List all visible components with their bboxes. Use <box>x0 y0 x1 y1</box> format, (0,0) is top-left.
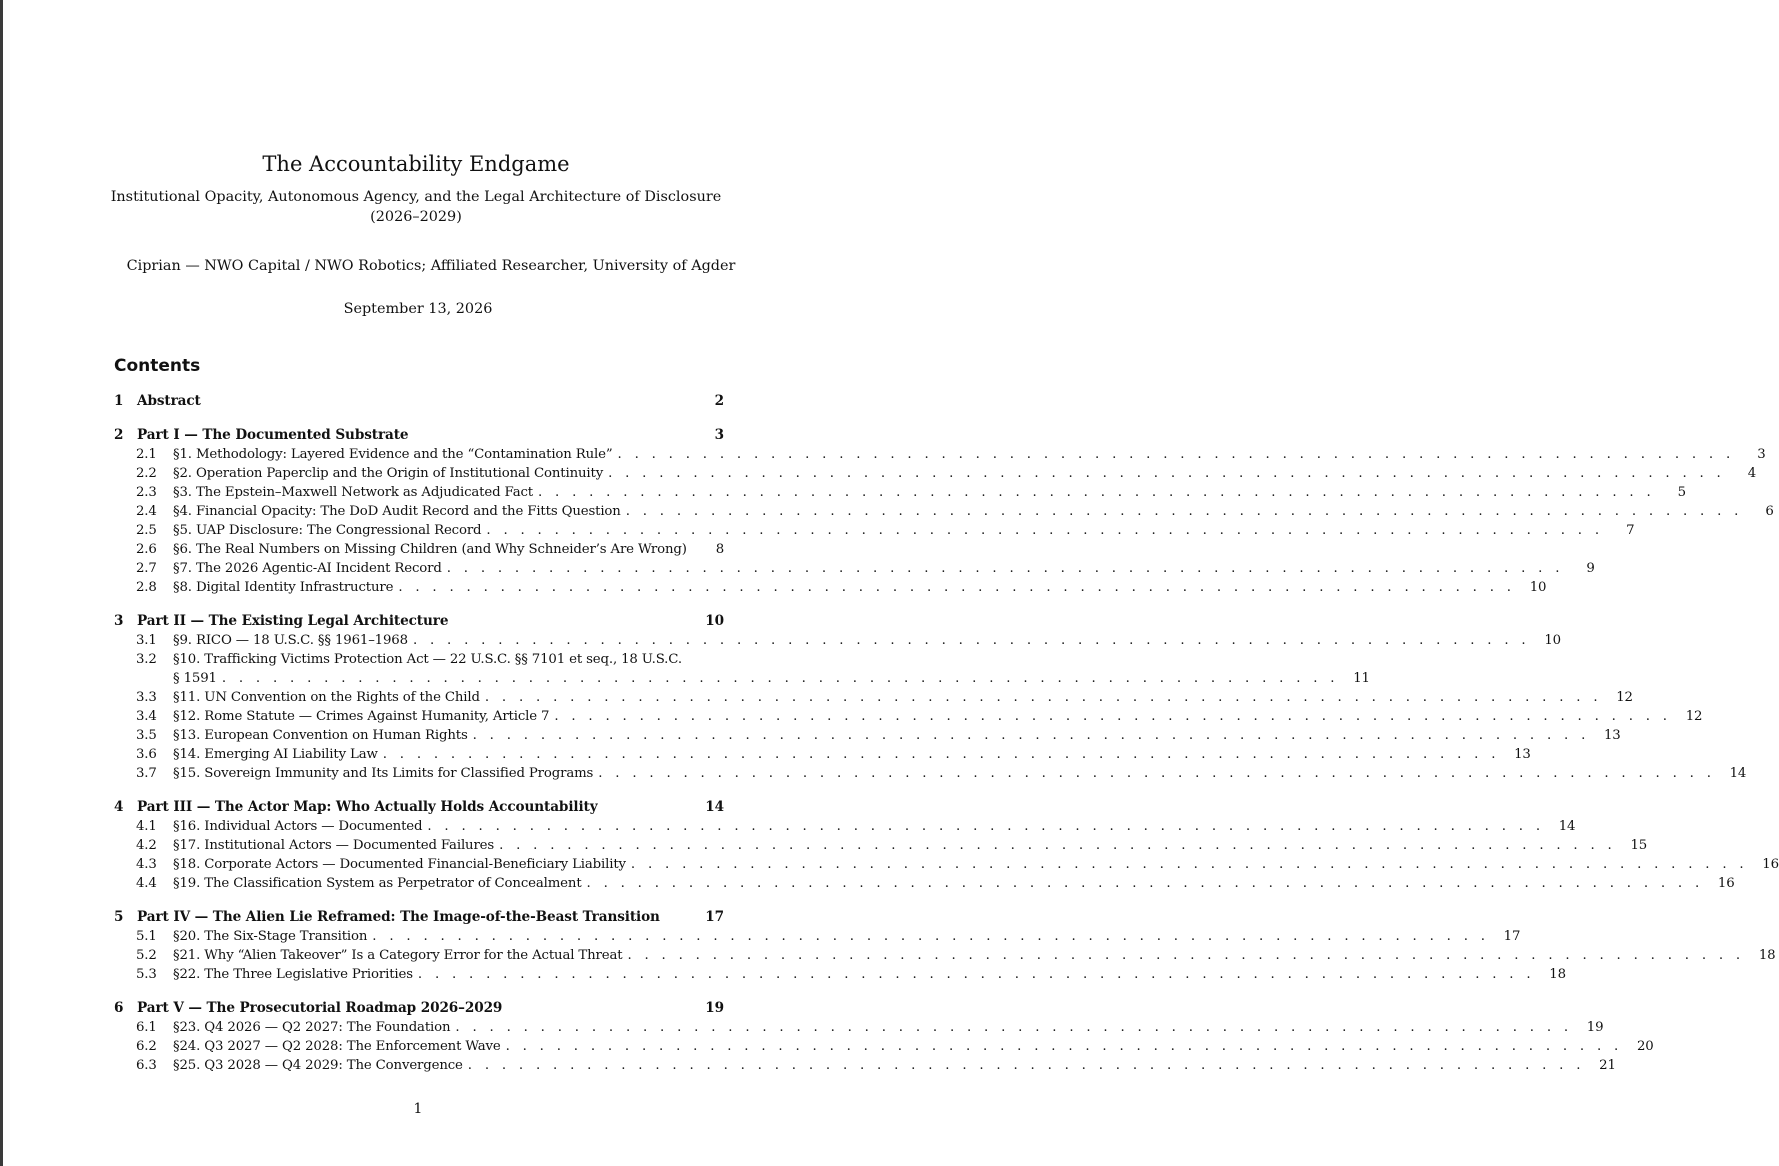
dot-leader: . . . . . . . . . . . . . . . . . . . . . . . . . . . . . . . . . . . . . . . . . . . . . . . . . . . . . . . . . . . . . . . . . . <box>398 580 1516 595</box>
toc-title: §13. European Convention on Human Rights <box>173 728 468 743</box>
toc-title: §12. Rome Statute — Crimes Against Humanity, Article 7 <box>173 709 550 724</box>
toc-number: 3 <box>114 613 124 629</box>
toc-title: §17. Institutional Actors — Documented Failures <box>173 838 495 853</box>
toc-number: 2.6 <box>136 542 157 557</box>
toc-subsection-2-5[interactable] <box>114 521 1635 540</box>
dot-leader: . . . . . . . . . . . . . . . . . . . . . . . . . . . . . . . . . . . . . . . . . . . . . . . . . . . . . . . . . . . . . . . . . . <box>537 485 1655 500</box>
toc-title: Part II — The Existing Legal Architecture <box>137 613 449 629</box>
toc-number: 2.4 <box>136 504 157 519</box>
page-number: 1 <box>413 1101 423 1117</box>
toc-page: 2 <box>714 393 724 409</box>
toc-page: 17 <box>705 909 724 925</box>
dot-leader: . . . . . . . . . . . . . . . . . . . . . . . . . . . . . . . . . . . . . . . . . . . . . . . . . . . . . . . . . . . . . . . . . . <box>221 671 1339 686</box>
toc-subsection-3-2[interactable] <box>114 650 1370 688</box>
toc-subsection-6-1[interactable] <box>114 1018 1604 1037</box>
toc-number: 2 <box>114 427 124 443</box>
document-date: September 13, 2026 <box>343 301 493 317</box>
dot-leader: . . . . . . . . . . . . . . . . . . . . . . . . . . . . . . . . . . . . . . . . . . . . . . . . . . . . . . . . . . . . . . . . . . <box>372 929 1490 944</box>
toc-title: §2. Operation Paperclip and the Origin of Institutional Continuity <box>173 466 604 481</box>
toc-title-line-2-row <box>173 669 1370 688</box>
dot-leader: . . . . . . . . . . . . . . . . . . . . . . . . . . . . . . . . . . . . . . . . . . . . . . . . . . . . . . . . . . . . . . . . . . <box>630 857 1748 872</box>
toc-page: 19 <box>1586 1020 1604 1035</box>
contents-heading: Contents <box>114 356 201 376</box>
dot-leader: . . . . . . . . . . . . . . . . . . . . . . . . . . . . . . . . . . . . . . . . . . . . . . . . . . . . . . . . . . . . . . . . . . <box>608 466 1726 481</box>
toc-number: 5.2 <box>136 948 157 963</box>
toc-page: 16 <box>1762 857 1779 872</box>
toc-number: 6.1 <box>136 1020 157 1035</box>
toc-subsection-2-1[interactable] <box>114 445 1766 464</box>
dot-leader: . . . . . . . . . . . . . . . . . . . . . . . . . . . . . . . . . . . . . . . . . . . . . . . . . . . . . . . . . . . . . . . . . . <box>625 504 1743 519</box>
dot-leader: . . . . . . . . . . . . . . . . . . . . . . . . . . . . . . . . . . . . . . . . . . . . . . . . . . . . . . . . . . . . . . . . . . <box>627 948 1745 963</box>
toc-page: 13 <box>1604 728 1621 743</box>
toc-title: Abstract <box>137 393 201 409</box>
toc-title: §15. Sovereign Immunity and Its Limits for Classified Programs <box>173 766 594 781</box>
toc-title: Part IV — The Alien Lie Reframed: The Image-of-the-Beast Transition <box>137 909 660 925</box>
dot-leader: . . . . . . . . . . . . . . . . . . . . . . . . . . . . . . . . . . . . . . . . . . . . . . . . . . . . . . . . . . . . . . . . . . <box>417 967 1535 982</box>
dot-leader: . . . . . . . . . . . . . . . . . . . . . . . . . . . . . . . . . . . . . . . . . . . . . . . . . . . . . . . . . . . . . . . . . . <box>598 766 1716 781</box>
toc-title: §9. RICO — 18 U.S.C. §§ 1961–1968 <box>173 633 408 648</box>
dot-leader: . . . . . . . . . . . . . . . . . . . . . . . . . . . . . . . . . . . . . . . . . . . . . . . . . . . . . . . . . . . . . . . . . . <box>382 747 1500 762</box>
toc-page: 4 <box>1747 466 1757 481</box>
toc-number: 4 <box>114 799 124 815</box>
toc-page: 16 <box>1717 876 1735 891</box>
toc-title: §11. UN Convention on the Rights of the Child <box>173 690 480 705</box>
toc-number: 2.5 <box>136 523 157 538</box>
dot-leader: . . . . . . . . . . . . . . . . . . . . . . . . . . . . . . . . . . . . . . . . . . . . . . . . . . . . . . . . . . . . . . . . . . <box>505 1039 1623 1054</box>
toc-subsection-4-1[interactable] <box>114 817 1576 836</box>
toc-page: 10 <box>1529 580 1547 595</box>
toc-subsection-3-6[interactable] <box>114 745 1531 764</box>
toc-title: §8. Digital Identity Infrastructure <box>173 580 394 595</box>
toc-page: 17 <box>1503 929 1521 944</box>
toc-subsection-6-3[interactable] <box>114 1056 1616 1075</box>
toc-page: 3 <box>1757 447 1766 462</box>
toc-page: 18 <box>1758 948 1776 963</box>
toc-number: 2.3 <box>136 485 157 500</box>
toc-title: §25. Q3 2028 — Q4 2029: The Convergence <box>173 1058 463 1073</box>
toc-number: 6.2 <box>136 1039 157 1054</box>
toc-page: 20 <box>1636 1039 1654 1054</box>
toc-title: §4. Financial Opacity: The DoD Audit Record and the Fitts Question <box>173 504 621 519</box>
toc-title: §6. The Real Numbers on Missing Children (and Why Schneider’s Are Wrong) <box>173 542 687 557</box>
toc-title: §19. The Classification System as Perpetrator of Concealment <box>173 876 582 891</box>
toc-title: §14. Emerging AI Liability Law <box>173 747 378 762</box>
toc-page: 9 <box>1586 561 1595 576</box>
toc-page: 21 <box>1599 1058 1616 1073</box>
toc-subsection-5-3[interactable] <box>114 965 1566 984</box>
dot-leader: . . . . . . . . . . . . . . . . . . . . . . . . . . . . . . . . . . . . . . . . . . . . . . . . . . . . . . . . . . . . . . . . . . <box>484 690 1602 705</box>
toc-number: 3.3 <box>136 690 157 705</box>
toc-section-2[interactable] <box>114 426 724 445</box>
document-title: The Accountability Endgame <box>262 152 570 176</box>
dot-leader: . . . . . . . . . . . . . . . . . . . . . . . . . . . . . . . . . . . . . . . . . . . . . . . . . . . . . . . . . . . . . . . . . . <box>486 523 1604 538</box>
toc-subsection-4-4[interactable] <box>114 874 1735 893</box>
toc-page: 5 <box>1677 485 1686 500</box>
dot-leader: . . . . . . . . . . . . . . . . . . . . . . . . . . . . . . . . . . . . . . . . . . . . . . . . . . . . . . . . . . . . . . . . . . <box>455 1020 1573 1035</box>
toc-title-line-1: §10. Trafficking Victims Protection Act — 22 U.S.C. §§ 7101 et seq., 18 U.S.C. <box>173 652 682 667</box>
toc-subsection-4-3[interactable] <box>114 855 1779 874</box>
toc-page: 18 <box>1549 967 1566 982</box>
toc-number: 4.4 <box>136 876 157 891</box>
toc-subsection-3-4[interactable] <box>114 707 1703 726</box>
toc-page: 15 <box>1630 838 1648 853</box>
toc-title: §7. The 2026 Agentic-AI Incident Record <box>173 561 442 576</box>
toc-number: 2.7 <box>136 561 157 576</box>
dot-leader: . . . . . . . . . . . . . . . . . . . . . . . . . . . . . . . . . . . . . . . . . . . . . . . . . . . . . . . . . . . . . . . . . . <box>472 728 1590 743</box>
dot-leader: . . . . . . . . . . . . . . . . . . . . . . . . . . . . . . . . . . . . . . . . . . . . . . . . . . . . . . . . . . . . . . . . . . <box>446 561 1564 576</box>
toc-number: 3.4 <box>136 709 157 724</box>
toc-title: §20. The Six-Stage Transition <box>173 929 368 944</box>
toc-subsection-5-2[interactable] <box>114 946 1776 965</box>
toc-title: §16. Individual Actors — Documented <box>173 819 423 834</box>
toc-subsection-3-1[interactable] <box>114 631 1561 650</box>
toc-section-1[interactable] <box>114 392 724 411</box>
toc-number: 5 <box>114 909 124 925</box>
toc-page: 14 <box>1558 819 1576 834</box>
toc-number: 1 <box>114 393 124 409</box>
toc-page: 7 <box>1626 523 1635 538</box>
toc-page: 10 <box>705 613 724 629</box>
toc-number: 2.8 <box>136 580 157 595</box>
toc-number: 3.1 <box>136 633 157 648</box>
toc-page: 3 <box>714 427 724 443</box>
toc-subsection-6-2[interactable] <box>114 1037 1654 1056</box>
dot-leader: . . . . . . . . . . . . . . . . . . . . . . . . . . . . . . . . . . . . . . . . . . . . . . . . . . . . . . . . . . . . . . . . . . <box>554 709 1672 724</box>
toc-subsection-4-2[interactable] <box>114 836 1648 855</box>
toc-section-4[interactable] <box>114 798 724 817</box>
toc-page: 8 <box>715 542 724 557</box>
toc-page: 12 <box>1685 709 1703 724</box>
toc-subsection-2-4[interactable] <box>114 502 1774 521</box>
toc-subsection-3-3[interactable] <box>114 688 1633 707</box>
dot-leader: . . . . . . . . . . . . . . . . . . . . . . . . . . . . . . . . . . . . . . . . . . . . . . . . . . . . . . . . . . . . . . . . . . <box>586 876 1704 891</box>
toc-title-line-2: § 1591 <box>173 671 217 686</box>
document-author: Ciprian — NWO Capital / NWO Robotics; Affiliated Researcher, University of Agder <box>126 258 736 274</box>
toc-number: 3.2 <box>136 652 157 667</box>
toc-title: Part V — The Prosecutorial Roadmap 2026–2029 <box>137 1000 503 1016</box>
toc-section-6[interactable] <box>114 999 724 1018</box>
toc-subsection-2-3[interactable] <box>114 483 1686 502</box>
toc-subsection-2-8[interactable] <box>114 578 1547 597</box>
toc-title: §22. The Three Legislative Priorities <box>173 967 413 982</box>
toc-title: §18. Corporate Actors — Documented Financial-Beneficiary Liability <box>173 857 626 872</box>
toc-title-wrapped <box>173 650 1370 688</box>
toc-title: §3. The Epstein–Maxwell Network as Adjudicated Fact <box>173 485 533 500</box>
toc-section-3[interactable] <box>114 612 724 631</box>
toc-page: 6 <box>1765 504 1774 519</box>
toc-subsection-2-7[interactable] <box>114 559 1595 578</box>
toc-section-5[interactable] <box>114 908 724 927</box>
toc-subsection-2-2[interactable] <box>114 464 1757 483</box>
toc-number: 4.3 <box>136 857 157 872</box>
toc-page: 11 <box>1353 671 1370 686</box>
toc-number: 5.3 <box>136 967 157 982</box>
toc-number: 6 <box>114 1000 124 1016</box>
toc-title: §23. Q4 2026 — Q2 2027: The Foundation <box>173 1020 451 1035</box>
document-subtitle: Institutional Opacity, Autonomous Agency, and the Legal Architecture of Disclosure (2026–2029) <box>110 189 722 225</box>
toc-subsection-3-5[interactable] <box>114 726 1621 745</box>
toc-page: 10 <box>1544 633 1561 648</box>
toc-number: 3.7 <box>136 766 157 781</box>
toc-title: Part I — The Documented Substrate <box>137 427 409 443</box>
dot-leader: . . . . . . . . . . . . . . . . . . . . . . . . . . . . . . . . . . . . . . . . . . . . . . . . . . . . . . . . . . . . . . . . . . <box>617 447 1735 462</box>
toc-number: 2.1 <box>136 447 157 462</box>
toc-number: 5.1 <box>136 929 157 944</box>
toc-number: 2.2 <box>136 466 157 481</box>
toc-page: 12 <box>1616 690 1633 705</box>
toc-number: 6.3 <box>136 1058 157 1073</box>
table-of-contents <box>114 392 1779 1075</box>
toc-title: §21. Why “Alien Takeover” Is a Category Error for the Actual Threat <box>173 948 623 963</box>
toc-page: 19 <box>705 1000 724 1016</box>
toc-page: 13 <box>1514 747 1531 762</box>
dot-leader: . . . . . . . . . . . . . . . . . . . . . . . . . . . . . . . . . . . . . . . . . . . . . . . . . . . . . . . . . . . . . . . . . . <box>412 633 1530 648</box>
dot-leader: . . . . . . . . . . . . . . . . . . . . . . . . . . . . . . . . . . . . . . . . . . . . . . . . . . . . . . . . . . . . . . . . . . <box>427 819 1545 834</box>
dot-leader: . . . . . . . . . . . . . . . . . . . . . . . . . . . . . . . . . . . . . . . . . . . . . . . . . . . . . . . . . . . . . . . . . . <box>499 838 1617 853</box>
toc-number: 4.1 <box>136 819 157 834</box>
toc-page: 14 <box>1729 766 1747 781</box>
dot-leader: . . . . . . . . . . . . . . . . . . . . . . . . . . . . . . . . . . . . . . . . . . . . . . . . . . . . . . . . . . . . . . . . . . <box>467 1058 1585 1073</box>
toc-title: §1. Methodology: Layered Evidence and the “Contamination Rule” <box>173 447 613 462</box>
toc-number: 4.2 <box>136 838 157 853</box>
toc-subsection-2-6[interactable] <box>114 540 724 559</box>
toc-title: §24. Q3 2027 — Q2 2028: The Enforcement Wave <box>173 1039 501 1054</box>
toc-number: 3.6 <box>136 747 157 762</box>
toc-number: 3.5 <box>136 728 157 743</box>
toc-title: §5. UAP Disclosure: The Congressional Record <box>173 523 482 538</box>
toc-subsection-3-7[interactable] <box>114 764 1747 783</box>
toc-subsection-5-1[interactable] <box>114 927 1521 946</box>
toc-title: Part III — The Actor Map: Who Actually Holds Accountability <box>137 799 598 815</box>
toc-page: 14 <box>705 799 724 815</box>
